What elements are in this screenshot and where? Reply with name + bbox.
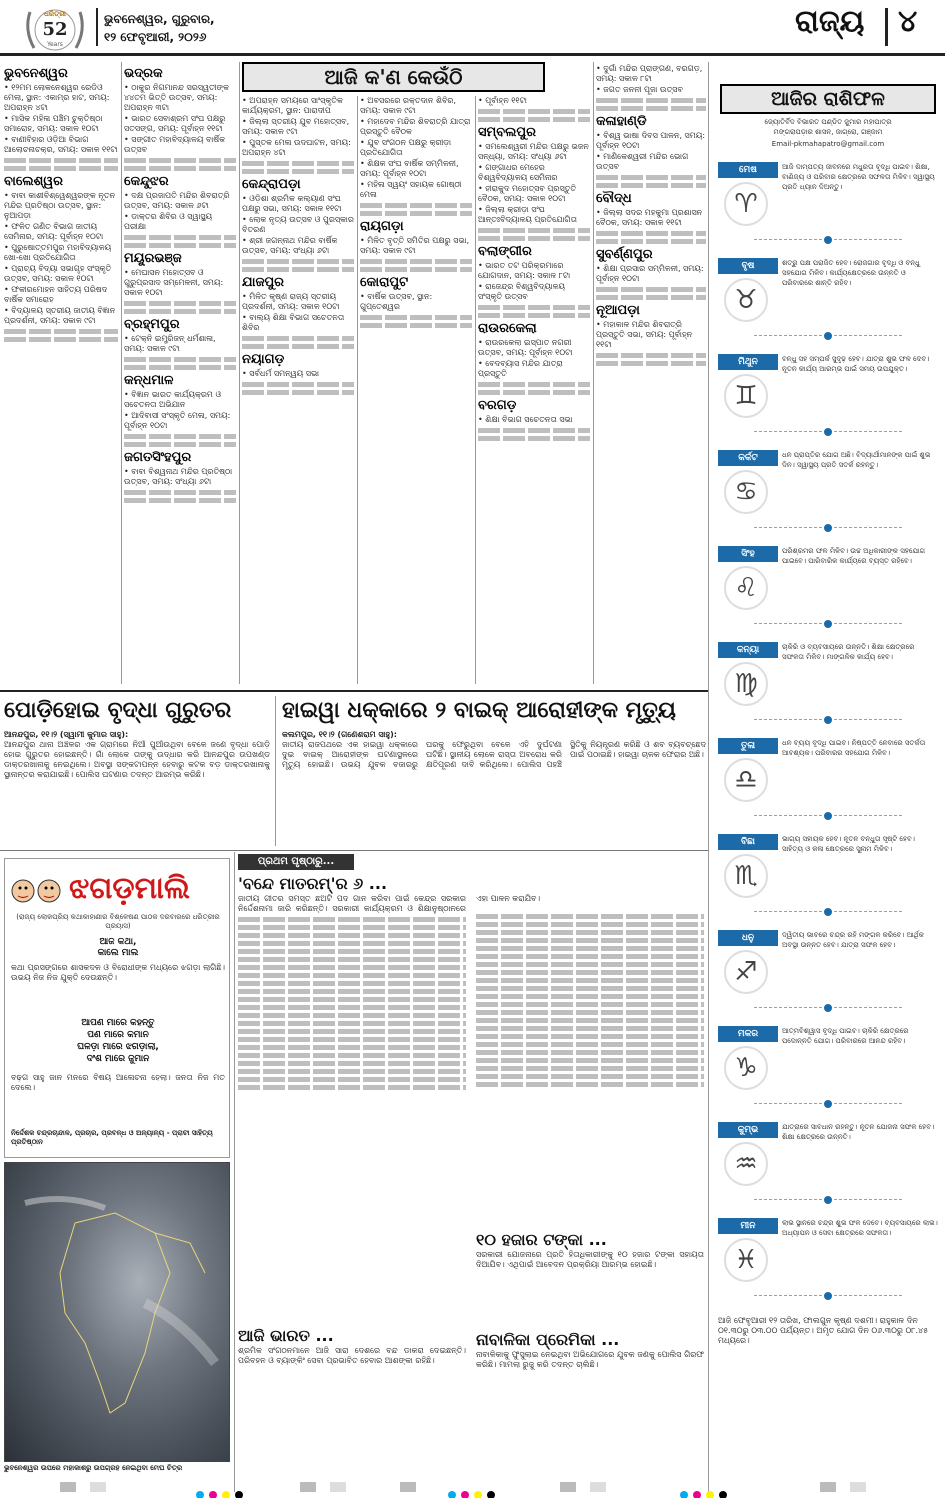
jhagadamali-title: ଝଗଡ଼ମାଲି bbox=[69, 871, 191, 906]
text-filler bbox=[476, 1074, 704, 1079]
listing-section-head: ବୌଦ୍ଧ bbox=[596, 191, 632, 206]
text-filler bbox=[596, 175, 706, 180]
place-date-line2: ୧୨ ଫେବୃଆରୀ, ୨୦୨୬ bbox=[104, 30, 207, 44]
listing-item: • ଫକୀରମୋହନ ସାହିତ୍ୟ ପରିଷଦ ବାର୍ଷିକ ସମାରୋହ bbox=[4, 285, 118, 305]
rashi-row bbox=[714, 926, 942, 1014]
listing-item: • ମେଘାସନ ମହୋତ୍ସବ ଓ ଗୁରୁପ୍ରସାଦ ସମ୍ମେଳନୀ, ସମୟ: ସକାଳ ୧୦ଟା bbox=[124, 268, 236, 298]
text-filler bbox=[238, 965, 466, 970]
text-filler bbox=[242, 259, 354, 264]
listing-item: • ଆଦିବାସୀ ସଂସ୍କୃତି ମେଳା, ସମୟ: ପୂର୍ବାହ୍ନ ୧୦ଟା bbox=[124, 411, 236, 431]
place-date-line1: ଭୁବନେଶ୍ୱର, ଗୁରୁବାର, bbox=[104, 12, 215, 26]
listing-item: • ଲୋକ ନୃତ୍ୟ ଉତ୍ସବ ଓ ପୁରସ୍କାର ବିତରଣ bbox=[242, 215, 354, 235]
rashi-text: ଚାକିରି ଓ ବ୍ୟବସାୟରେ ଉନ୍ନତି। ଶିକ୍ଷା କ୍ଷେତ୍ରରେ ସଫଳତା ମିଳିବ। ମାଙ୍ଗଳିକ କାର୍ଯ୍ୟ ହେବ। bbox=[782, 643, 915, 661]
rashi-row bbox=[714, 734, 942, 822]
text-filler bbox=[478, 313, 590, 318]
satellite-caption: ଭୁବନେଶ୍ୱର ଉପରେ ମହାକାଶରୁ ଉପଗ୍ରହ ନେଇଥିବା ମେଘ ଚିତ୍ର bbox=[4, 1464, 183, 1472]
story-left-headline: ପୋଡ଼ିହୋଇ ବୃଦ୍ଧା ଗୁରୁତର bbox=[4, 698, 232, 723]
listing-section-head: ବାଲେଶ୍ୱର bbox=[4, 174, 63, 189]
cmyk-dots bbox=[196, 1484, 243, 1498]
aji-banner bbox=[242, 62, 545, 92]
rashi-row bbox=[714, 1214, 942, 1302]
rashi-separator bbox=[754, 431, 902, 436]
listing-item: • ପୁରୁଷୋତ୍ତମପୁର ମହାବିଦ୍ୟାଳୟ ଖୋ-ଖୋ ପ୍ରତିଯୋଗିତା bbox=[4, 243, 118, 263]
rashi-text: ଲାଭ ସ୍ଥାନରେ ଚନ୍ଦ୍ର ଶୁଭ ଫଳ ଦେବେ। ବ୍ୟବସାୟରେ ଲାଭ। ଅଧ୍ୟାପନ ଓ ସେବା କ୍ଷେତ୍ରରେ ସଫଳତା। bbox=[782, 1219, 938, 1237]
text-filler bbox=[476, 1026, 704, 1031]
text-filler bbox=[476, 1002, 704, 1007]
text-filler bbox=[476, 922, 704, 927]
zodiac-icon: ♏ bbox=[724, 854, 768, 898]
rashi-name: କୁମ୍ଭ bbox=[718, 1122, 778, 1138]
listing-section-head: ରାୟଗଡ଼ା bbox=[360, 219, 404, 234]
listing-col-3 bbox=[242, 96, 354, 684]
text-filler bbox=[124, 442, 236, 447]
text-filler bbox=[238, 1045, 466, 1050]
text-filler bbox=[476, 970, 704, 975]
listing-item: • ଓଡ଼ିଶା ଶ୍ରମିକ କଲ୍ୟାଣ ସଂଘ ପକ୍ଷରୁ ସଭା, ସମୟ: ସକାଳ ୧୧ଟା bbox=[242, 194, 354, 214]
mid-story-3-body: ସରକାରୀ ଯୋଜନାରେ ପ୍ରତି ହିତାଧିକାରୀଙ୍କୁ ୧୦ ହଜାର ଟଙ୍କା ସହାୟତା ଦିଆଯିବ। ଏଥିପାଇଁ ଆବେଦନ ପ୍ରକ୍ରିୟା ଆରମ୍ଭ ହୋଇଛି। bbox=[476, 1250, 704, 1269]
rashi-separator bbox=[754, 335, 902, 340]
zodiac-icon: ♌ bbox=[724, 566, 768, 610]
text-filler bbox=[124, 357, 236, 362]
rashi-name: ସିଂହ bbox=[718, 546, 778, 562]
listing-section-head: ବଲାଙ୍ଗୀର bbox=[478, 244, 532, 259]
listing-item: • ମହାଦେବ ମନ୍ଦିର ଶିବରାତ୍ରି ଯାତ୍ରା ପ୍ରସ୍ତୁତି ବୈଠକ bbox=[360, 117, 472, 137]
text-filler bbox=[238, 1069, 466, 1074]
satellite-image bbox=[4, 1162, 230, 1462]
text-filler bbox=[476, 1018, 704, 1023]
text-filler bbox=[242, 267, 354, 272]
text-filler bbox=[478, 382, 590, 387]
rashi-separator bbox=[754, 623, 902, 628]
rashi-separator bbox=[754, 1199, 902, 1204]
text-filler bbox=[596, 239, 706, 244]
text-filler bbox=[478, 305, 590, 310]
rashi-text: ଶତ୍ରୁ ପକ୍ଷ ପରାଜିତ ହେବ। ରୋଜଗାର ବୃଦ୍ଧି ଓ ବନ୍ଧୁ ସହଯୋଗ ମିଳିବ। କାର୍ଯ୍ୟକ୍ଷେତ୍ରରେ ଉନ୍ନତି ଓ ପରିବାରରେ ଶାନ୍ତି ରହିବ। bbox=[782, 259, 920, 287]
print-registration-marks bbox=[0, 1480, 945, 1498]
mid-story-2-body: ଶ୍ରମିକ ସଂଗଠନମାନେ ଆଜି ସାରା ଦେଶରେ ବନ୍ଦ ଡାକରା ଦେଇଛନ୍ତି। ପରିବହନ ଓ ବ୍ୟାଙ୍କିଂ ସେବା ପ୍ରଭାବିତ ହେବାର ଆଶଙ୍କା ରହିଛି। bbox=[238, 1346, 466, 1365]
rashi-name: ମେଷ bbox=[718, 162, 778, 178]
rashi-row bbox=[714, 830, 942, 918]
satellite-map-outline bbox=[5, 1163, 231, 1463]
text-filler bbox=[238, 973, 466, 978]
text-filler bbox=[596, 295, 706, 300]
listing-item: • ଡାକ୍ତର ଶିବିର ଓ ସ୍ୱାସ୍ଥ୍ୟ ପରୀକ୍ଷା bbox=[124, 212, 236, 232]
story-right-headline: ହାଇୱା ଧକ୍କାରେ ୨ ବାଇକ୍ ଆରୋହୀଙ୍କ ମୃତ୍ୟୁ bbox=[282, 698, 676, 723]
listing-item: • ପୁସ୍ତକ ମେଳା ଉଦଘାଟନ, ସମୟ: ଅପରାହ୍ନ ୪ଟା bbox=[242, 138, 354, 158]
rashi-name: ମୀନ bbox=[718, 1218, 778, 1234]
rashi-name: ମିଥୁନ bbox=[718, 354, 778, 370]
listing-item: • ବାଣୀବିହାର ଓଡ଼ିଆ ବିଭାଗ ଆଲୋଚନାଚକ୍ର, ସମୟ: ସକାଳ ୧୧ଟା bbox=[4, 135, 118, 155]
badge-sub: Years bbox=[47, 41, 63, 48]
text-filler bbox=[4, 158, 118, 163]
listing-item: • ମହିଳା ସ୍ୱୟଂ ସହାୟକ ଗୋଷ୍ଠୀ ମେଳା bbox=[360, 180, 472, 200]
listing-item: • ଅପରାହ୍ନ ସମୟରେ ସାଂସ୍କୃତିକ କାର୍ଯ୍ୟକ୍ରମ, ସ୍ଥାନ: ପାରାଦୀପ bbox=[242, 96, 354, 116]
text-filler bbox=[476, 1010, 704, 1015]
story-left bbox=[4, 696, 270, 846]
text-filler bbox=[238, 997, 466, 1002]
listing-item: • ମାସିକ ମହିଳା ପଞ୍ଚିମ ଚୁକ୍ତିଷ୍ଠା ସମାରୋହ, ସମୟ: ସକାଳ ୧୦ଟା bbox=[4, 114, 118, 134]
text-filler bbox=[478, 428, 590, 433]
listing-item: • ଠାକୁର ନିଗମାନନ୍ଦ ସରସ୍ୱତୀଙ୍କ ୪୪ତମ ଭିତ୍ତି ଉତ୍ସବ, ସମୟ: ଅପରାହ୍ନ ୩ଟା bbox=[124, 83, 236, 113]
rashi-row bbox=[714, 254, 942, 342]
zodiac-icon: ♍ bbox=[724, 662, 768, 706]
listing-item: • ମିଳିତ କୃଷ୍ଣ ରାଜ୍ୟ ସ୍ତରୀୟ ପ୍ରଦର୍ଶନୀ, ସମୟ: ସକାଳ ୧୦ଟା bbox=[242, 292, 354, 312]
text-filler bbox=[478, 117, 590, 122]
text-filler bbox=[476, 930, 704, 935]
text-filler bbox=[242, 382, 354, 387]
listing-item: • ବାବା ବିଶ୍ୱନାଥ ମନ୍ଦିର ପ୍ରତିଷ୍ଠା ଉତ୍ସବ, ସମୟ: ସଂଧ୍ୟା ୬ଟା bbox=[124, 467, 236, 487]
rashi-name: ଧନୁ bbox=[718, 930, 778, 946]
rashi-name: କର୍କଟ bbox=[718, 450, 778, 466]
listing-col-4 bbox=[360, 96, 472, 684]
rashiphala-email: Email-pkmahapatro@gmail.com bbox=[771, 140, 885, 148]
rashi-name: ମକର bbox=[718, 1026, 778, 1042]
story-right-body: ଜାତୀୟ ରାଜପଥରେ ଏକ ହାଇୱା ଧକ୍କାରେ ଦୁଇ ବାଇକ୍ ଆରୋହୀଙ୍କ ଘଟଣାସ୍ଥଳରେ ମୃତ୍ୟୁ ହୋଇଛି। ଉଭୟ ଯୁବକ ବଜାରରୁ ଘରକୁ ଫେରୁଥିବା ବେଳେ ଏହି ଦୁର୍ଘଟଣା ଘଟିଛି। ସ୍ଥାନୀୟ ଲୋକେ ରାସ୍ତା ଅବରୋଧ କରି କ୍ଷତିପୂରଣ ଦାବି କରିଥିଲେ। ପୋଲିସ ପହଞ୍ଚି ସ୍ଥିତିକୁ ନିୟନ୍ତ୍ରଣ କରିଛି ଓ ଶବ ବ୍ୟବଚ୍ଛେଦ ପାଇଁ ପଠାଇଛି। ହାଇୱା ଚାଳକ ଫେରାର ଅଛି। bbox=[282, 740, 706, 769]
text-filler bbox=[478, 390, 590, 395]
mid-story-4-headline: ନାବାଳିକା ପ୍ରେମିକା ... bbox=[476, 1330, 620, 1349]
text-filler bbox=[596, 287, 706, 292]
rashi-text: ଯାତ୍ରାରେ ସାବଧାନ ରହନ୍ତୁ। ନୂତନ ଯୋଜନା ସଫଳ ହେବ। ଶିକ୍ଷା କ୍ଷେତ୍ରରେ ଉନ୍ନତି। bbox=[782, 1123, 935, 1141]
listing-item: • ରାଜେନ୍ଦ୍ର ବିଶ୍ୱବିଦ୍ୟାଳୟ ସଂସ୍କୃତି ଉତ୍ସବ bbox=[478, 282, 590, 302]
text-filler bbox=[596, 353, 706, 358]
listing-item: • ସଙ୍ଗୀତ ମହାବିଦ୍ୟାଳୟ ବାର୍ଷିକ ଉତ୍ସବ bbox=[124, 135, 236, 155]
jhagadamali-credit: ନିର୍ଦ୍ଦେଶକ ଚନ୍ଦ୍ରଚାନ୍ଦାଳ, ପ୍ରଚାର, ପ୍ରବନ୍ଧ ଓ ଅନ୍ୟାନ୍ୟ - ପ୍ରାଚୀ ସାହିତ୍ୟ ପ୍ରତିଷ୍ଠାନ bbox=[11, 1129, 213, 1146]
text-filler bbox=[476, 1042, 704, 1047]
text-filler bbox=[596, 106, 706, 111]
mid-story-4 bbox=[476, 1330, 704, 1492]
listing-item: • ଶିକ୍ଷା ବିଭାଗ ସଚେତନତା ସଭା bbox=[478, 415, 590, 425]
jhagadamali-lead: ଆଜ କଥା, କାଲେ ମାଲ bbox=[97, 937, 139, 958]
listing-item: • ଭାରତ ତଟ ପରିକ୍ରମାରେ ଯୋଗଦାନ, ସମୟ: ସକାଳ ୮ଟା bbox=[478, 261, 590, 281]
badge-number: 52 bbox=[42, 19, 68, 40]
cmyk-dots-2 bbox=[448, 1484, 495, 1498]
zodiac-icon: ♊ bbox=[724, 374, 768, 418]
text-filler bbox=[242, 336, 354, 341]
rashi-row bbox=[714, 638, 942, 726]
mid-story-2-headline: ଆଜି ଭାରତ ... bbox=[238, 1326, 334, 1345]
rashi-separator bbox=[754, 239, 902, 244]
text-filler bbox=[238, 957, 466, 962]
text-filler bbox=[360, 259, 472, 264]
listing-section-head: ନୂଆପଡ଼ା bbox=[596, 303, 640, 318]
zodiac-icon: ♈ bbox=[724, 182, 768, 226]
text-filler bbox=[476, 1034, 704, 1039]
rashi-row bbox=[714, 350, 942, 438]
listing-item: • ଜିଲ୍ଲା କ୍ରୀଡ଼ା ସଂଘ ଆନ୍ତଃବିଦ୍ୟାଳୟ ପ୍ରତିଯୋଗିତା bbox=[478, 205, 590, 225]
listing-col-5 bbox=[478, 96, 590, 684]
rashi-name: ତୁଳା bbox=[718, 738, 778, 754]
listing-section-head: ଯାଜପୁର bbox=[242, 275, 285, 290]
listing-item: • ମାଣିକେଶ୍ୱରୀ ମନ୍ଦିର ଭୋଗ ଉତ୍ସବ bbox=[596, 152, 706, 172]
rashi-text: ଆଜି ଦାମ୍ପତ୍ୟ ଜୀବନରେ ମଧୁରତା ବୃଦ୍ଧି ପାଇବ। ଶିକ୍ଷା, ବାଣିଜ୍ୟ ଓ ପରିବାର କ୍ଷେତ୍ରରେ ସଫଳତା ମିଳିବ। ସ୍ୱାସ୍ଥ୍ୟ ପ୍ରତି ଧ୍ୟାନ ଦିଅନ୍ତୁ। bbox=[782, 163, 935, 191]
text-filler bbox=[476, 1058, 704, 1063]
jhagadamali-tail: ବଢ଼ଗ ସାହୁ ଜାନ ମନରେ ବିଷୟ ଆଳୋଚନା ହେଲା। ଜନତା ନିଜ ମତ ଦେଲେ। bbox=[11, 1073, 225, 1092]
cmyk-dots-3 bbox=[680, 1484, 727, 1498]
listing-section-head: କନ୍ଧମାଳ bbox=[124, 373, 174, 388]
text-filler bbox=[238, 1077, 466, 1082]
listing-item: • ସମଲେଶ୍ୱରୀ ମନ୍ଦିର ପକ୍ଷରୁ ଭଜନ ସନ୍ଧ୍ୟା, ସମୟ: ସଂଧ୍ୟା ୬ଟା bbox=[478, 142, 590, 162]
text-filler bbox=[124, 301, 236, 306]
listing-section-head: ଜଗତସିଂହପୁର bbox=[124, 450, 192, 465]
zodiac-icon: ♉ bbox=[724, 278, 768, 322]
listing-item: • ଯୁବ ସଂଗଠନ ପକ୍ଷରୁ କ୍ରୀଡ଼ା ପ୍ରତିଯୋଗିତା bbox=[360, 138, 472, 158]
rashi-text: ଦ୍ୱିତୀୟ ଭାବରେ ଚନ୍ଦ୍ର ରହି ମଙ୍ଗଳ କରିବେ। ଆର୍ଥିକ ଅବସ୍ଥା ଉନ୍ନତ ହେବ। ଯାତ୍ରା ସଫଳ ହେବ। bbox=[782, 931, 924, 949]
rashi-name: ବୃଷ bbox=[718, 258, 778, 274]
listing-col-2 bbox=[124, 64, 236, 684]
text-filler bbox=[242, 169, 354, 174]
listing-item: • ପୂର୍ବାହ୍ନ ୧୧ଟା bbox=[478, 96, 590, 106]
text-filler bbox=[238, 917, 466, 922]
mid-story-1-headline: 'ବନ୍ଦେ ମାତରମ୍'ର ୬ ... bbox=[238, 874, 388, 893]
text-filler bbox=[476, 1066, 704, 1071]
page-number: ୪ bbox=[898, 4, 918, 39]
listing-section-head: ସମ୍ବଲପୁର bbox=[478, 125, 536, 140]
text-filler bbox=[360, 323, 472, 328]
listing-item: • ମିଳିତ ବୃତ୍ତି ସମିତିର ପକ୍ଷରୁ ସଭା, ସମୟ: ସକାଳ ୯ଟା bbox=[360, 236, 472, 256]
mid-story-1 bbox=[238, 874, 704, 1244]
rashi-separator bbox=[754, 719, 902, 724]
mid-story-3-headline: ୧୦ ହଜାର ଟଙ୍କା ... bbox=[476, 1230, 607, 1249]
rashiphala-byline1: ଜ୍ୟୋତିର୍ବିଦ ବିଭାରତ ପଣ୍ଡିତ ଜୁମାର ମହାପାତ୍ର bbox=[764, 118, 892, 126]
listing-section-head: ରାଉରକେଲା bbox=[478, 321, 537, 336]
listing-item: • ଦୁର୍ଗା ମନ୍ଦିର ପ୍ରାଙ୍ଗଣ, ବରଗଡ଼, ସମୟ: ସକାଳ ୮ଟା bbox=[596, 64, 706, 84]
text-filler bbox=[124, 309, 236, 314]
text-filler bbox=[596, 361, 706, 366]
text-filler bbox=[4, 166, 118, 171]
aji-banner-title: ଆଜି କ'ଣ କେଉଁଠି bbox=[324, 65, 463, 89]
rashi-row bbox=[714, 542, 942, 630]
listing-item: • ଜଗତ ଜନନୀ ପୂଜା ଉତ୍ସବ bbox=[596, 85, 706, 95]
rashi-text: ଆତ୍ମବିଶ୍ୱାସ ବୃଦ୍ଧି ପାଇବ। ଚାକିରି କ୍ଷେତ୍ରରେ ପଦୋନ୍ନତି ଯୋଗ। ପରିବାରରେ ଆନନ୍ଦ ରହିବ। bbox=[782, 1027, 909, 1045]
pratham-label bbox=[238, 854, 354, 870]
rashi-row bbox=[714, 446, 942, 534]
text-filler bbox=[476, 986, 704, 991]
listing-col-6 bbox=[596, 64, 706, 684]
text-filler bbox=[238, 1061, 466, 1066]
rashi-name: ବିଛା bbox=[718, 834, 778, 850]
text-filler bbox=[476, 914, 704, 919]
rashiphala-banner bbox=[720, 84, 936, 114]
mid-story-2 bbox=[238, 1326, 466, 1492]
rashi-row bbox=[714, 1118, 942, 1206]
section-title: ରାଜ୍ୟ bbox=[795, 4, 865, 39]
text-filler bbox=[124, 365, 236, 370]
listing-section-head: ସୁବର୍ଣ୍ଣପୁର bbox=[596, 247, 653, 262]
mid-story-3 bbox=[476, 1230, 704, 1330]
listing-section-head: ଭଦ୍ରକ bbox=[124, 66, 163, 81]
text-filler bbox=[124, 166, 236, 171]
text-filler bbox=[238, 1053, 466, 1058]
text-filler bbox=[476, 978, 704, 983]
rashi-separator bbox=[754, 1295, 902, 1300]
zodiac-icon: ♎ bbox=[724, 758, 768, 802]
text-filler bbox=[476, 994, 704, 999]
text-filler bbox=[124, 158, 236, 163]
listing-item: • ଅବସରରେ ରକ୍ତଦାନ ଶିବିର, ସମୟ: ସକାଳ ୯ଟା bbox=[360, 96, 472, 116]
text-filler bbox=[360, 315, 472, 320]
text-filler bbox=[238, 1037, 466, 1042]
rashi-text: ପରିଶ୍ରମର ଫଳ ମିଳିବ। ଉଚ୍ଚ ଅଧିକାରୀଙ୍କ ସହଯୋଗ ପାଇବେ। ପାରିବାରିକ କାର୍ଯ୍ୟରେ ବ୍ୟସ୍ତ ରହିବେ। bbox=[782, 547, 925, 565]
listing-section-head: ଭୁବନେଶ୍ୱର bbox=[4, 66, 68, 81]
text-filler bbox=[478, 228, 590, 233]
listing-item: • ଶ୍ରୀ ଜଗନ୍ନାଥ ମନ୍ଦିର ବାର୍ଷିକ ଉତ୍ସବ, ସମୟ: ସଂଧ୍ୟା ୬ଟା bbox=[242, 236, 354, 256]
text-filler bbox=[596, 231, 706, 236]
anniversary-badge bbox=[22, 4, 88, 56]
text-filler bbox=[238, 1013, 466, 1018]
listing-item: • ଟେକ୍ନି ଇମ୍ପ୍ରିଜନ୍ ଧର୍ମଶାଳା, ସମୟ: ସକାଳ ୯ଟା bbox=[124, 334, 236, 354]
pratham-label-text: ପ୍ରଥମ ପୃଷ୍ଠାରୁ... bbox=[257, 856, 335, 867]
text-filler bbox=[238, 941, 466, 946]
rashi-text: ଭାଗ୍ୟ ସହାୟକ ହେବ। ନୂତନ ବନ୍ଧୁତା ସୃଷ୍ଟି ହେବ। ସାହିତ୍ୟ ଓ କଳା କ୍ଷେତ୍ରରେ ସୁନାମ ମିଳିବ। bbox=[782, 835, 915, 853]
text-filler bbox=[478, 236, 590, 241]
listing-item: • ଦକ୍ଷ ପ୍ରଜାପତି ମନ୍ଦିର ଶିବରାତ୍ରି ଉତ୍ସବ, ସମୟ: ସକାଳ ୬ଟା bbox=[124, 191, 236, 211]
text-filler bbox=[478, 109, 590, 114]
listing-section-head: କଳାହାଣ୍ଡି bbox=[596, 114, 647, 129]
rashi-text: ବନ୍ଧୁ ସହ ସମ୍ପର୍କ ସୁଦୃଢ଼ ହେବ। ଯାତ୍ରା ଶୁଭ ଫଳ ଦେବ। ନୂତନ କାର୍ଯ୍ୟ ଆରମ୍ଭ ପାଇଁ ସମୟ ଉପଯୁକ୍ତ। bbox=[782, 355, 930, 373]
listing-item: • ରାଉରକେଲା ଇସ୍ପାତ ନଗରୀ ଉତ୍ସବ, ସମୟ: ପୂର୍ବାହ୍ନ ୧୦ଟା bbox=[478, 338, 590, 358]
text-filler bbox=[238, 933, 466, 938]
listing-item: • ଭାରତ ସେବାଶ୍ରମ ସଂଘ ପକ୍ଷରୁ ସତସଙ୍ଗ, ସମୟ: ପୂର୍ବାହ୍ନ ୧୧ଟା bbox=[124, 114, 236, 134]
text-filler bbox=[476, 946, 704, 951]
text-filler bbox=[238, 1005, 466, 1010]
text-filler bbox=[242, 161, 354, 166]
zodiac-icon: ♋ bbox=[724, 470, 768, 514]
rashi-separator bbox=[754, 527, 902, 532]
text-filler bbox=[4, 337, 118, 342]
listing-item: • ବାବା କାଶୀବିଶ୍ୱେଶ୍ୱରଙ୍କ ନୂତନ ମନ୍ଦିର ପ୍ରତିଷ୍ଠା ଉତ୍ସବ, ସ୍ଥାନ: ନୁଆପଡ଼ା bbox=[4, 191, 118, 221]
text-filler bbox=[360, 267, 472, 272]
text-filler bbox=[4, 329, 118, 334]
text-filler bbox=[476, 1082, 704, 1087]
mid-story-1-body: ଜାତୀୟ ଗୀତର ସମସ୍ତ ଛଅଟି ପଦ ଗାନ କରିବା ପାଇଁ କେନ୍ଦ୍ର ସରକାର ନିର୍ଦ୍ଦେଶନାମା ଜାରି କରିଛନ୍ତି। ସରକାରୀ କାର୍ଯ୍ୟକ୍ରମ ଓ ଶିକ୍ଷାନୁଷ୍ଠାନରେ ଏହା ପାଳନ କରାଯିବ। bbox=[238, 894, 541, 913]
story-left-dateline: ଆନନ୍ଦପୁର, ୧୧।୨ (ସ୍ୱାମୀ କୁମାର ସାହୁ): bbox=[4, 730, 129, 739]
rashi-row bbox=[714, 158, 942, 246]
listing-item: • ୧୨ମମ ଲୋକନେଶ୍ୱର ରେଡିଓ ମେଲା, ସ୍ଥାନ: ଏକାମ୍ର ହାଟ, ସମୟ: ଅପରାହ୍ନ ୪ଟା bbox=[4, 83, 118, 113]
listing-col-1 bbox=[4, 64, 118, 684]
cartoon-faces-icon bbox=[9, 871, 63, 911]
listing-item: • ଜିଲ୍ଲା ସଦର ମହକୁମା ପ୍ରଶାସନ ବୈଠକ, ସମୟ: ସକାଳ ୧୧ଟା bbox=[596, 208, 706, 228]
listing-section-head: ବରଗଡ଼ bbox=[478, 398, 517, 413]
rashiphala-title: ଆଜିର ରାଶିଫଳ bbox=[771, 88, 885, 110]
zodiac-icon: ♓ bbox=[724, 1238, 768, 1282]
rashi-text: ଧନ ବ୍ୟୟ ବୃଦ୍ଧି ପାଇବ। ନିଷ୍ପତ୍ତି ନେବାରେ ସତର୍କତା ଆବଶ୍ୟକ। ପରିବାରର ସହଯୋଗ ମିଳିବ। bbox=[782, 739, 926, 757]
rashi-separator bbox=[754, 1007, 902, 1012]
jhagadamali-subtitle: (ରାଜ୍ୟ ଲୋକପ୍ରିୟ କଥାକାହାଣୀର ବିଶ୍ଳେଷଣ ପାଠକ ଦରବାରରେ ଧରିତ୍ରୀର ପ୍ରୟାସ) bbox=[16, 913, 220, 930]
text-filler bbox=[242, 390, 354, 395]
listing-section-head: କେନ୍ଦ୍ରାପଡ଼ା bbox=[242, 177, 301, 192]
listing-item: • ଗଙ୍ଗାଧର ମେହେର ବିଶ୍ୱବିଦ୍ୟାଳୟ ସେମିନାର bbox=[478, 163, 590, 183]
rashi-separator bbox=[754, 815, 902, 820]
text-filler bbox=[238, 1029, 466, 1034]
text-filler bbox=[476, 938, 704, 943]
text-filler bbox=[124, 235, 236, 240]
listing-section-head: ନୟାଗଡ଼ bbox=[242, 352, 285, 367]
text-filler bbox=[124, 243, 236, 248]
text-filler bbox=[476, 1050, 704, 1055]
text-filler bbox=[238, 1021, 466, 1026]
text-filler bbox=[596, 183, 706, 188]
listing-item: • ପ୍ରାଚ୍ୟ ବିଦ୍ୟା ସଭାଗୃହ ସଂସ୍କୃତି ଉତ୍ସବ, ସମୟ: ସକାଳ ୧୦ଟା bbox=[4, 264, 118, 284]
rashi-separator bbox=[754, 911, 902, 916]
text-filler bbox=[478, 436, 590, 441]
listing-section-head: କୋରାପୁଟ bbox=[360, 275, 409, 290]
story-left-body: ଆନନ୍ଦପୁର ଥାନା ଅଞ୍ଚଳର ଏକ ଗ୍ରାମରେ ନିଆଁ ପୁଆଁଉଥିବା ବେଳେ ଜଣେ ବୃଦ୍ଧା ପୋଡ଼ି ହୋଇ ଗୁରୁତର ହୋଇଛନ୍ତି। ଗାଁ ଲୋକେ ତାଙ୍କୁ ଉଦ୍ଧାର କରି ଆନନ୍ଦପୁର ଉପଖଣ୍ଡ ଡାକ୍ତରଖାନାକୁ ନେଇଥିଲେ। ଅବସ୍ଥା ସଙ୍କଟାପନ୍ନ ହେବାରୁ କଟକ ବଡ଼ ଡାକ୍ତରଖାନାକୁ ସ୍ଥାନାନ୍ତର କରାଯାଇଛି। ପୋଲିସ ଘଟଣାର ତଦନ୍ତ ଆରମ୍ଭ କରିଛି। bbox=[4, 740, 270, 779]
listing-item: • ବେଦବ୍ୟାସ ମନ୍ଦିର ଯାତ୍ରା ପ୍ରସ୍ତୁତି bbox=[478, 359, 590, 379]
story-right-dateline: କଲମପୁର, ୧୧।୨ (ଗଣେଶରାମ ସାହୁ): bbox=[282, 730, 397, 739]
masthead bbox=[0, 0, 945, 58]
text-filler bbox=[476, 954, 704, 959]
listing-item: • ମହାକାଳ ମନ୍ଦିର ଶିବରାତ୍ରି ପ୍ରସ୍ତୁତି ସଭା, ସମୟ: ପୂର୍ବାହ୍ନ ୧୧ଟା bbox=[596, 320, 706, 350]
text-filler bbox=[238, 1085, 466, 1090]
listing-item: • ବିଜ୍ଞାନ ଭାରତ କାର୍ଯ୍ୟକ୍ରମ ଓ ସଚେତନତା ଅଭିଯାନ bbox=[124, 390, 236, 410]
listing-item: • ବାର୍ଷିକ ଉତ୍ସବ, ସ୍ଥାନ: ଗୁପ୍ତେଶ୍ୱର bbox=[360, 292, 472, 312]
listing-item: • ଜିଲ୍ଲା ସ୍ତରୀୟ ଯୁବ ମହୋତ୍ସବ, ସମୟ: ସକାଳ ୯ଟା bbox=[242, 117, 354, 137]
listing-item: • ବିଶ୍ୱ ଭାଷା ଦିବସ ପାଳନ, ସମୟ: ପୂର୍ବାହ୍ନ ୧୦ଟା bbox=[596, 131, 706, 151]
rashiphala-byline2: ମଙ୍ଗରାପଡ଼ାର ଶାସନ, ଜାଗ୍ରୋ, ଗଞ୍ଜାମ bbox=[773, 128, 883, 136]
listing-item: • ବିଦ୍ୟାଳୟ ସ୍ତରୀୟ ଜାତୀୟ ବିଜ୍ଞାନ ପ୍ରଦର୍ଶନୀ, ସମୟ: ସକାଳ ୯ଟା bbox=[4, 306, 118, 326]
text-filler bbox=[238, 981, 466, 986]
text-filler bbox=[238, 989, 466, 994]
text-filler bbox=[596, 98, 706, 103]
listing-section-head: କେନ୍ଦୁଝର bbox=[124, 174, 169, 189]
listing-item: • ଶିକ୍ଷା ପ୍ରସାର ସମ୍ମିଳନୀ, ସମୟ: ପୂର୍ବାହ୍ନ ୧୦ଟା bbox=[596, 264, 706, 284]
listing-item: • ଶିକ୍ଷକ ସଂଘ ବାର୍ଷିକ ସମ୍ମିଳନୀ, ସମୟ: ପୂର୍ବାହ୍ନ ୧୦ଟା bbox=[360, 159, 472, 179]
jhagadamali-box bbox=[4, 858, 230, 1158]
text-filler bbox=[124, 498, 236, 503]
badge-word: ଧରିତ୍ରୀ bbox=[44, 10, 66, 18]
text-filler bbox=[242, 344, 354, 349]
text-filler bbox=[124, 490, 236, 495]
mid-story-1-continued bbox=[238, 914, 704, 1092]
listing-item: • ବାଲ୍ୟ ଶିକ୍ଷା ବିଭାଗ ସଚେତନତା ଶିବିର bbox=[242, 313, 354, 333]
text-filler bbox=[360, 211, 472, 216]
text-filler bbox=[124, 434, 236, 439]
zodiac-icon: ♐ bbox=[724, 950, 768, 994]
rashi-name: କନ୍ୟା bbox=[718, 642, 778, 658]
rashi-text: ଧନ ପ୍ରାପ୍ତିର ଯୋଗ ଅଛି। ବିଦ୍ୟାର୍ଥୀମାନଙ୍କ ପାଇଁ ଶୁଭ ଦିନ। ସ୍ୱାସ୍ଥ୍ୟ ପ୍ରତି ସତର୍କ ରହନ୍ତୁ। bbox=[782, 451, 931, 469]
text-filler bbox=[238, 949, 466, 954]
rashi-row bbox=[714, 1022, 942, 1110]
listing-item: • ଫଳିତ ଗଣିତ ବିଭାଗ ଜାତୀୟ ସେମିନାର, ସମୟ: ପୂର୍ବାହ୍ନ ୧୦ଟା bbox=[4, 222, 118, 242]
listing-section-head: ମୟୂରଭଞ୍ଜ bbox=[124, 251, 182, 266]
jhagadamali-body: କଥା ପ୍ରସଙ୍ଗରେ ଶାସକଦଳ ଓ ବିରୋଧୀଙ୍କ ମଧ୍ୟରେ ଝଗଡ଼ା ଲାଗିଛି। ଉଭୟ ନିଜ ନିଜ ଯୁକ୍ତି ଦେଉଛନ୍ତି। bbox=[11, 963, 225, 982]
mid-story-4-body: ନାବାଳିକାକୁ ଫୁସୁଲାଇ ନେଇଥିବା ଅଭିଯୋଗରେ ଯୁବକ ଜଣକୁ ପୋଲିସ ଗିରଫ କରିଛି। ମାମଲା ରୁଜୁ କରି ତଦନ୍ତ ଚାଲିଛି। bbox=[476, 1350, 704, 1369]
listing-item: • ସର୍ବଧର୍ମ ସମନ୍ୱୟ ସଭା bbox=[242, 369, 354, 379]
listing-section-head: ବ୍ରହ୍ମପୁର bbox=[124, 317, 180, 332]
jhagadamali-verse: ଆପଣ ମାରେ କହନ୍ତୁ ପଣ ମାରେ କମାନ ଘଳଡ଼ା ମାରେ ଝଗଡ଼ାଲା, ଦଂଶ ମାରେ ଜୁମାନ bbox=[77, 1018, 159, 1064]
rashi-separator bbox=[754, 1103, 902, 1108]
story-right bbox=[282, 696, 706, 846]
listing-item: • ହୀରାକୁଦ ମହୋତ୍ସବ ପ୍ରସ୍ତୁତି ବୈଠକ, ସମୟ: ସକାଳ ୧୦ଟା bbox=[478, 184, 590, 204]
zodiac-icon: ♑ bbox=[724, 1046, 768, 1090]
rashiphala-footer: ଆଜି ଫେବୃଆରୀ ୧୨ ତାରିଖ, ଫାଲଗୁନ କୃଷ୍ଣ ଦଶମୀ। ରାହୁକାଳ ଦିନ ୦୧.୩୦ରୁ ୦୩.୦୦ ପର୍ଯ୍ୟନ୍ତ। ଅମୃତ ଯୋଗ ଦିନ ୦୬.୩୦ରୁ ୦୮.୪୫ ମଧ୍ୟରେ। bbox=[718, 1316, 929, 1345]
zodiac-icon: ♒ bbox=[724, 1142, 768, 1186]
text-filler bbox=[476, 962, 704, 967]
text-filler bbox=[360, 203, 472, 208]
text-filler bbox=[238, 925, 466, 930]
